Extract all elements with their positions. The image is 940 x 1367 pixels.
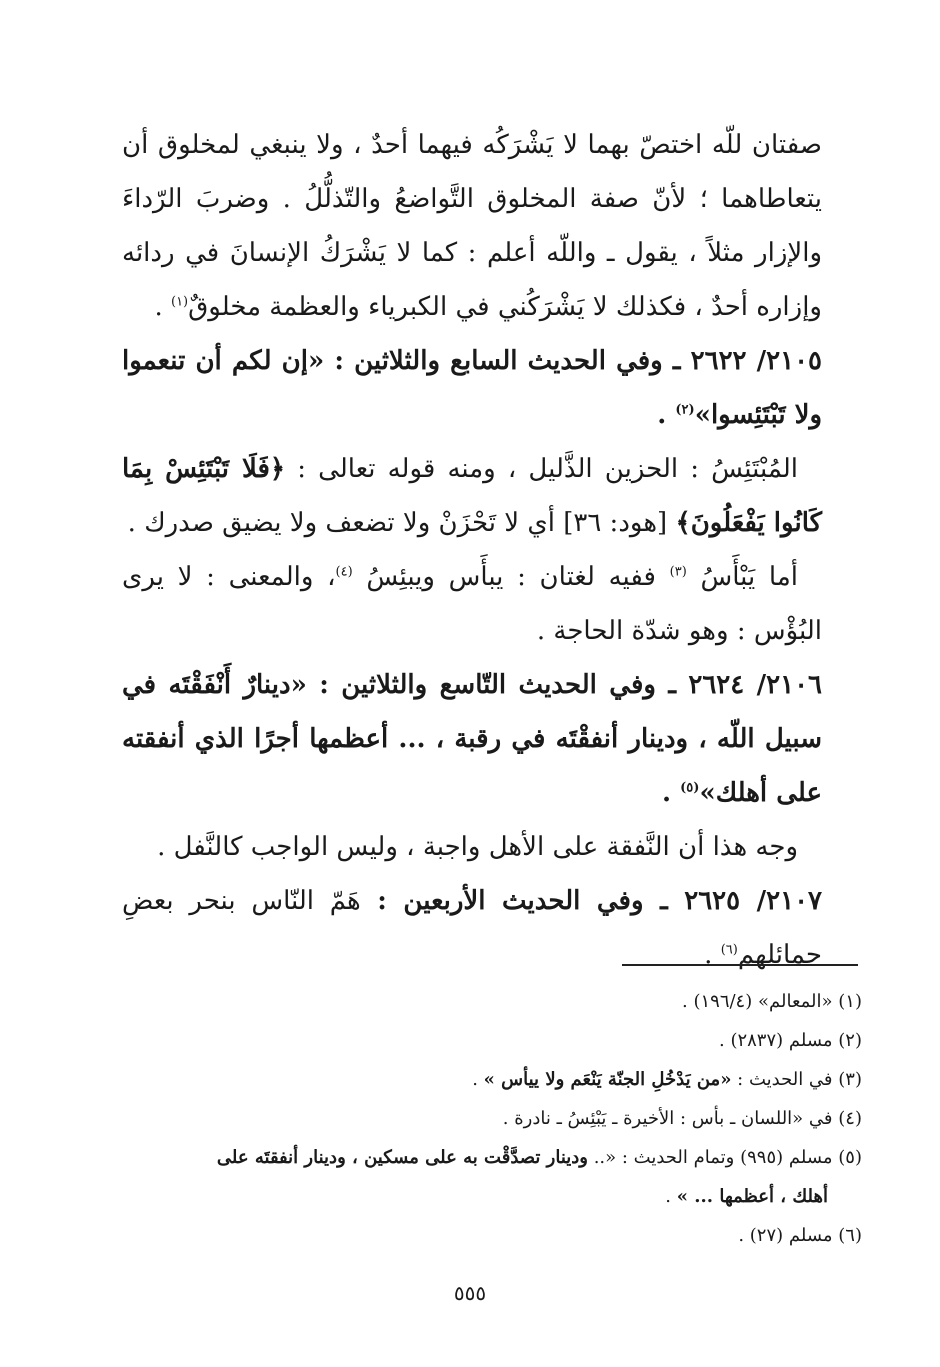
footnote-divider — [622, 964, 858, 966]
paragraph-end: . — [154, 292, 171, 322]
footnote-number: (٣) — [838, 1069, 862, 1090]
footnote-4 — [122, 1099, 862, 1138]
paragraph-text: [هود: ٣٦] أي لا تَحْزَنْ ولا تضعف ولا يضيق صدرك . — [127, 508, 676, 538]
footnote-quote: «من يَدْخُلِ الجنّة يَنْعَم ولا ييأس » — [483, 1069, 732, 1090]
footnote-text: «المعالم» (١٩٦/٤) . — [682, 991, 833, 1012]
paragraph-end: . — [657, 400, 676, 430]
footnote-1 — [122, 982, 862, 1021]
footnotes — [122, 982, 862, 1255]
paragraph-end: . — [662, 778, 681, 808]
paragraph-text: أما يَبْأَسُ — [686, 562, 799, 592]
footnote-ref: (٥) — [680, 780, 700, 796]
footnote-ref: (٤) — [335, 564, 353, 580]
footnote-2 — [122, 1021, 862, 1060]
footnote-quote: أهلك ، أعظمها ... » — [676, 1186, 828, 1207]
footnote-ref: (١) — [170, 294, 189, 310]
main-text — [122, 118, 822, 982]
footnote-5-continuation — [122, 1177, 862, 1216]
footnote-text: . — [665, 1186, 677, 1207]
footnote-text: في الحديث : — [731, 1069, 833, 1090]
paragraph-sharing-explanation — [122, 118, 822, 334]
footnote-ref: (٢) — [675, 402, 695, 418]
paragraph-text: ، والمعنى : لا يرى البُؤْس : وهو شدّة الحاجة . — [122, 562, 822, 646]
hadith-text: ٢١٠٥/ ٢٦٢٢ ـ وفي الحديث السابع والثلاثين : «إن لكم أن تنعموا ولا تَبْتَئِسوا» — [122, 346, 822, 430]
footnote-ref: (٣) — [669, 564, 687, 580]
hadith-2105 — [122, 334, 822, 442]
page-number: ٥٥٥ — [453, 1281, 487, 1305]
footnote-number: (٢) — [838, 1030, 862, 1051]
footnote-5 — [122, 1138, 862, 1177]
paragraph-text: ففيه لغتان : يبأَس ويبئِسُ — [352, 562, 670, 592]
paragraph-yabas — [122, 550, 822, 658]
footnote-number: (٥) — [838, 1147, 862, 1168]
hadith-text: ٢١٠٧/ ٢٦٢٥ ـ وفي الحديث الأربعين : — [360, 886, 822, 916]
footnote-quote: ودينار تصدَّقْت به على مسكين ، ودينار أنفقتَه على — [216, 1147, 588, 1168]
paragraph-text: هَمّ النّاس بنحر بعضِ حمائلهم — [122, 886, 822, 970]
footnote-6 — [122, 1216, 862, 1255]
footnote-number: (٤) — [838, 1108, 862, 1129]
footnote-text: . — [472, 1069, 484, 1090]
paragraph-end: . — [704, 940, 721, 970]
footnote-text: مسلم (٢٧) . — [738, 1225, 833, 1246]
paragraph-text: صفتان للّه اختصّ بهما لا يَشْرَكُه فيهما أحدٌ ، ولا ينبغي لمخلوق أن يتعاطاهما ؛ لأنّ صفة المخلوق التَّواضعُ والتّذلُّلُ . وضربَ الرّداءَ والإزار مثلاً ، يقول ـ واللّه أعلم : كما لا يَشْرَكُ الإنسانَ في ردائه وإزاره أحدٌ ، فكذلك لا يَشْرَكُني في الكبرياء والعظمة مخلوقٌ — [122, 130, 822, 322]
footnote-text: مسلم (٩٩٥) وتمام الحديث : «.. — [587, 1147, 833, 1168]
footnote-number: (٦) — [838, 1225, 862, 1246]
quran-quote: ﴿فَلَا تَبْتَئِسْ بِمَا كَانُوا يَفْعَلُونَ﴾ — [122, 454, 822, 538]
footnote-number: (١) — [838, 991, 862, 1012]
paragraph-mubtais — [122, 442, 822, 550]
footnote-ref: (٦) — [720, 942, 738, 958]
footnote-text: مسلم (٢٨٣٧) . — [719, 1030, 833, 1051]
paragraph-text: وجه هذا أن النَّفقة على الأهل واجبة ، وليس الواجب كالنَّفل . — [157, 832, 798, 862]
hadith-2106 — [122, 658, 822, 820]
paragraph-text: المُبْتَئِسُ : الحزين الذَّليل ، ومنه قوله تعالى : — [285, 454, 798, 484]
footnote-text: في «اللسان ـ بأس : الأخيرة ـ يَبْئِسُ ـ نادرة . — [502, 1108, 833, 1129]
hadith-text: ٢١٠٦/ ٢٦٢٤ ـ وفي الحديث التّاسع والثلاثين : «دينارٌ أَنْفَقْتَه في سبيل اللّه ، ودينار أنفقْتَه في رقبة ، ... أعظمها أجرًا الذي أنفقته على أهلك» — [122, 670, 822, 808]
paragraph-nafaqa — [122, 820, 822, 874]
footnote-3 — [122, 1060, 862, 1099]
